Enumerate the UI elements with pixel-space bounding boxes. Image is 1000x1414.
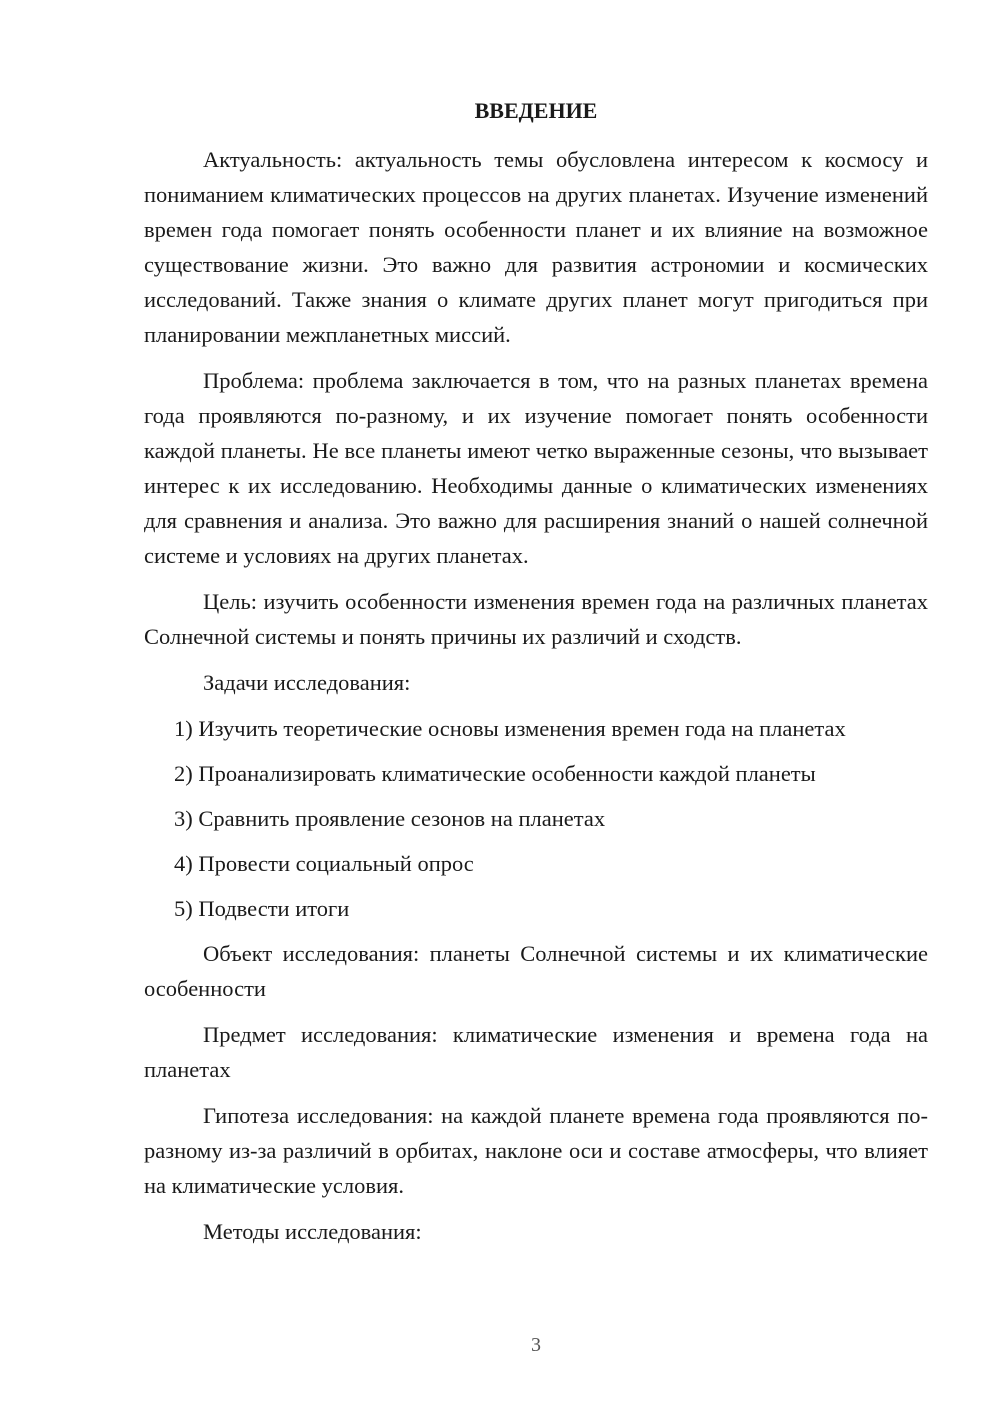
problem-paragraph: Проблема: проблема заключается в том, что на разных планетах времена года проявляются по-разному, и их изучение помогает понять особенности каждой планеты. Не все планеты имеют четко выраженные сезоны, что вызывает интерес к их исследованию. Необходимы данные о климатических изменениях для сравнения и анализа. Это важно для расширения знаний о нашей солнечной системе и условиях на других планетах. [144, 368, 928, 568]
object-paragraph: Объект исследования: планеты Солнечной системы и их климатические особенности [144, 941, 928, 1001]
relevance-paragraph: Актуальность: актуальность темы обусловлена интересом к космосу и пониманием климатических процессов на других планетах. Изучение изменений времен года помогает понять особенности планет и их влияние на возможное существование жизни. Это важно для развития астрономии и космических исследований. Также знания о климате других планет могут пригодиться при планировании межпланетных миссий. [144, 147, 928, 347]
goal-paragraph: Цель: изучить особенности изменения времен года на различных планетах Солнечной системы и понять причины их различий и сходств. [144, 589, 928, 649]
task-item-4: 4) Провести социальный опрос [174, 851, 474, 876]
section-heading: ВВЕДЕНИЕ [474, 98, 598, 123]
tasks-heading: Задачи исследования: [203, 670, 411, 695]
task-item-1: 1) Изучить теоретические основы изменения времен года на планетах [174, 716, 846, 741]
task-item-3: 3) Сравнить проявление сезонов на планетах [174, 806, 606, 831]
task-item-5: 5) Подвести итоги [174, 896, 350, 921]
page-number: 3 [531, 1334, 541, 1356]
hypothesis-paragraph: Гипотеза исследования: на каждой планете времена года проявляются по-разному из-за различий в орбитах, наклоне оси и составе атмосферы, что влияет на климатические условия. [144, 1103, 928, 1198]
subject-paragraph: Предмет исследования: климатические изменения и времена года на планетах [144, 1022, 928, 1082]
document-body [144, 142, 928, 1260]
task-item-2: 2) Проанализировать климатические особенности каждой планеты [174, 761, 816, 786]
methods-heading: Методы исследования: [203, 1219, 422, 1244]
